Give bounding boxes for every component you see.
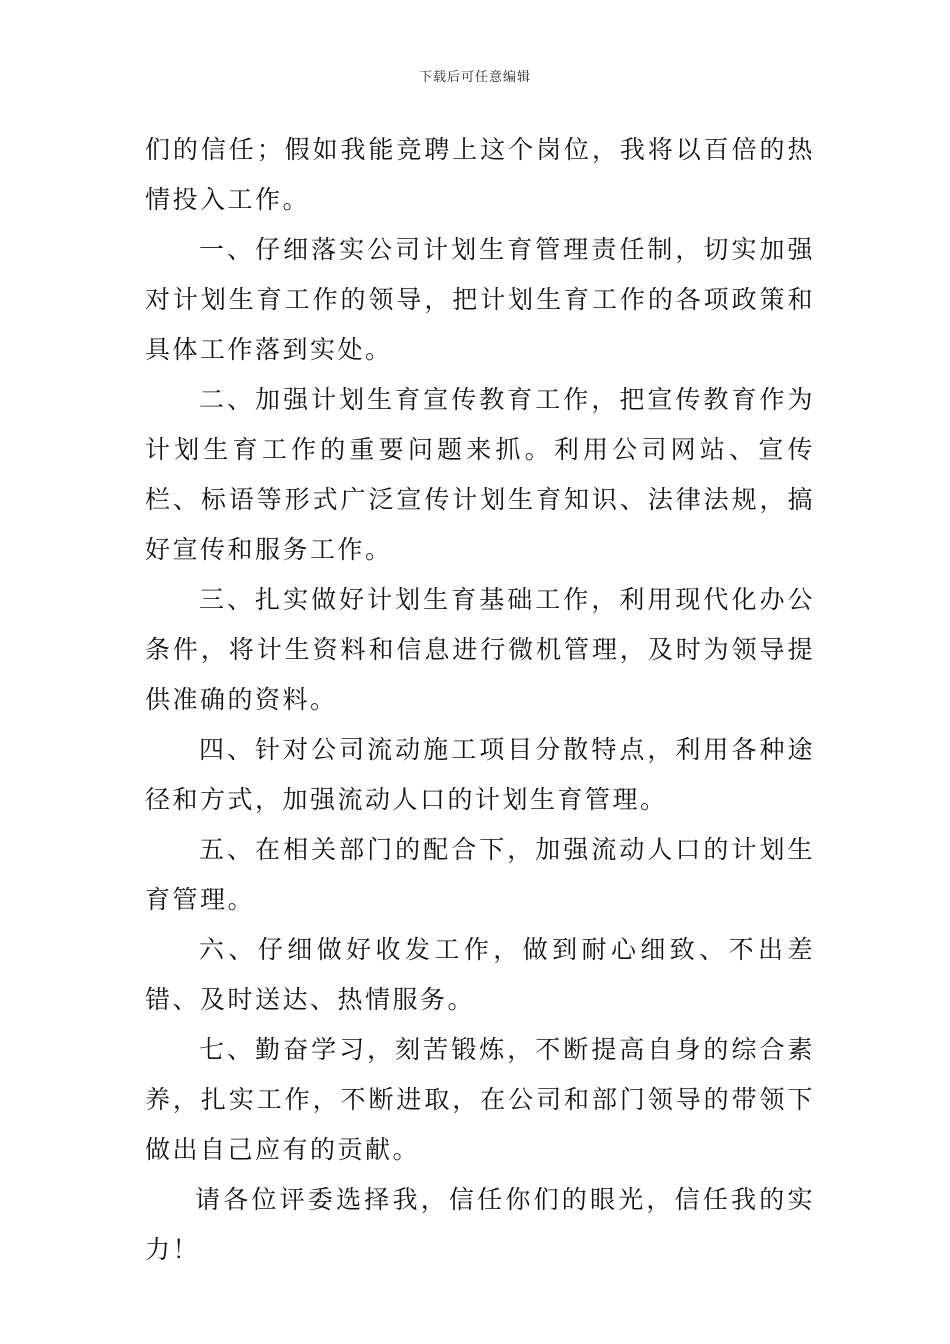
paragraph-item-5: 五、在相关部门的配合下，加强流动人口的计划生育管理。 [145,835,815,914]
paragraph-item-6: 六、仔细做好收发工作，做到耐心细致、不出差错、及时送达、热情服务。 [145,935,815,1014]
paragraph-item-7: 七、勤奋学习，刻苦锻炼，不断提高自身的综合素养，扎实工作，不断进取，在公司和部门领导的带领下做出自己应有的贡献。 [145,1035,815,1164]
paragraph-item-3: 三、扎实做好计划生育基础工作，利用现代化办公条件，将计生资料和信息进行微机管理，及时为领导提供准确的资料。 [145,585,815,714]
paragraph-item-2: 二、加强计划生育宣传教育工作，把宣传教育作为计划生育工作的重要问题来抓。利用公司网站、宣传栏、标语等形式广泛宣传计划生育知识、法律法规，搞好宣传和服务工作。 [145,385,815,564]
document-body [145,125,815,1275]
paragraph-item-1: 一、仔细落实公司计划生育管理责任制，切实加强对计划生育工作的领导，把计划生育工作的各项政策和具体工作落到实处。 [145,235,815,364]
closing-statement: 请各位评委选择我，信任你们的眼光，信任我的实力！ [145,1185,815,1264]
paragraph-item-4: 四、针对公司流动施工项目分散特点，利用各种途径和方式，加强流动人口的计划生育管理。 [145,735,815,814]
paragraph-continuation: 们的信任；假如我能竞聘上这个岗位，我将以百倍的热情投入工作。 [145,135,815,214]
header-note: 下载后可任意编辑 [418,70,531,85]
